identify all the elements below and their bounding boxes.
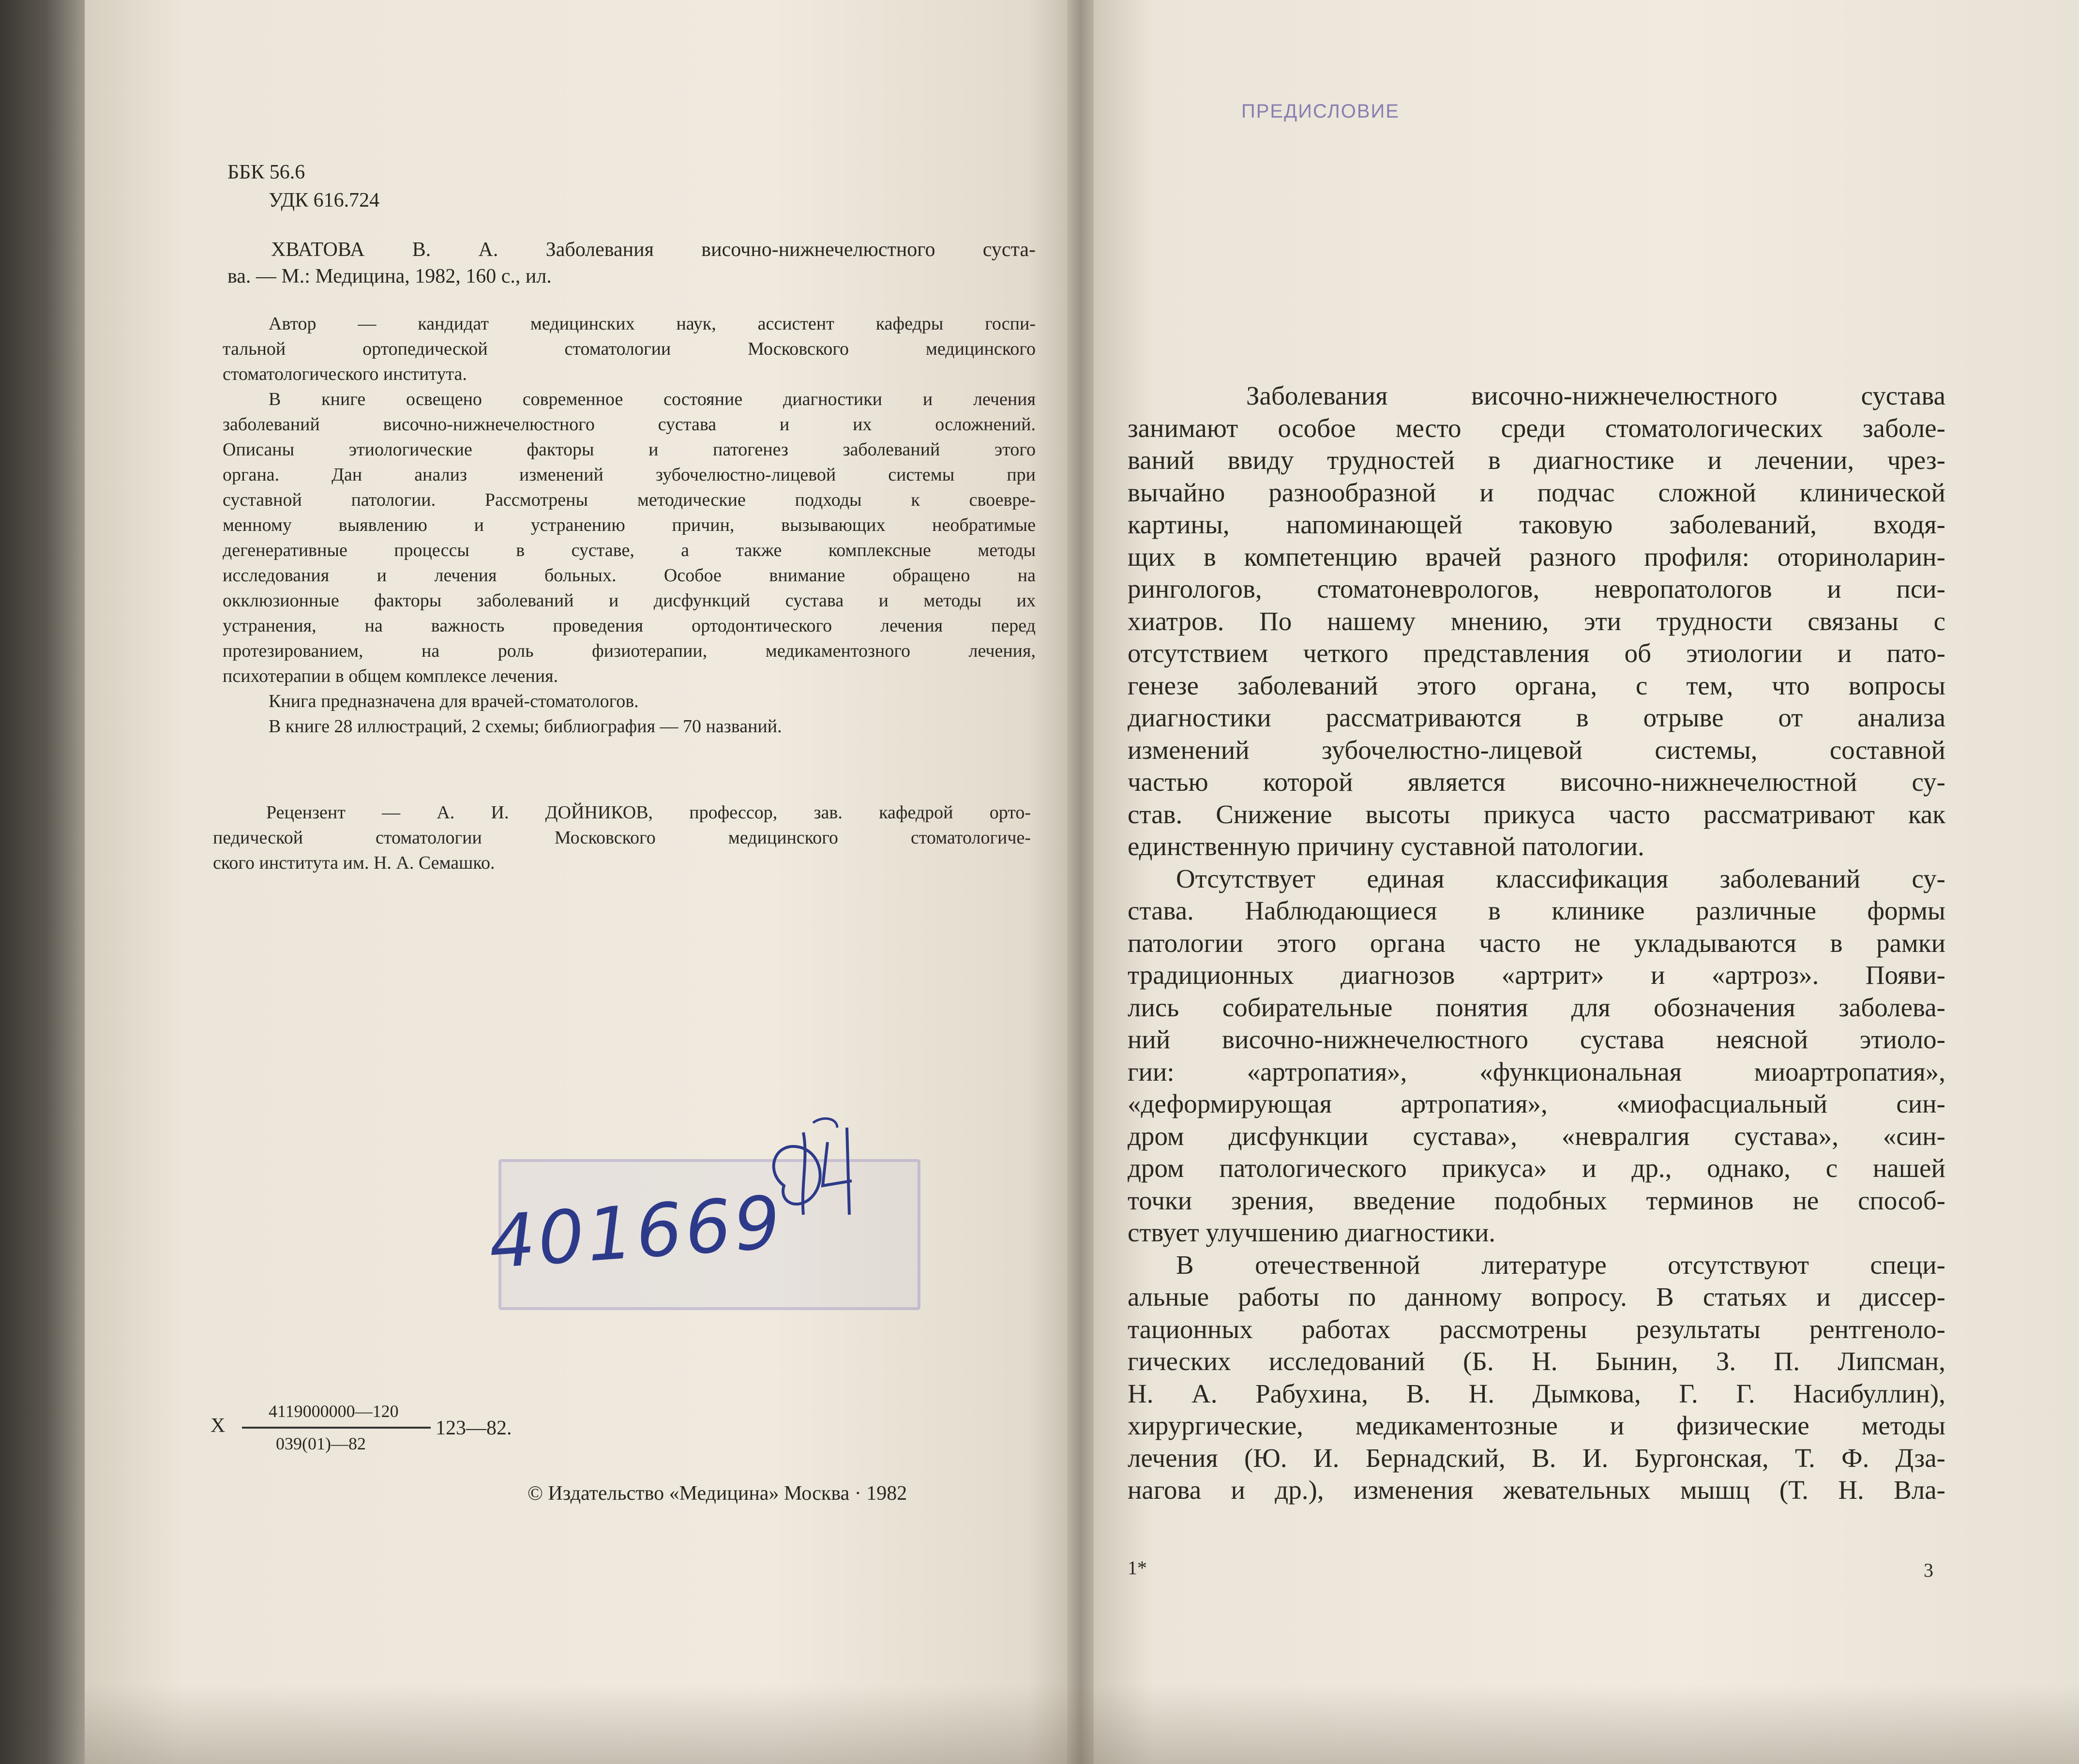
preface-line: лись собирательные понятия для обозначения заболева- xyxy=(1128,992,1945,1022)
annotation-line: Книга предназначена для врачей-стоматологов. xyxy=(269,691,639,711)
udk-index: УДК 616.724 xyxy=(269,189,380,211)
preface-line: альные работы по данному вопросу. В статьях и диссер- xyxy=(1128,1282,1945,1312)
preface-line: щих в компетенцию врачей разного профиля: оториноларин- xyxy=(1128,542,1945,572)
fraction-bar xyxy=(242,1427,431,1429)
preface-line: «деформирующая артропатия», «миофасциальный син- xyxy=(1128,1089,1945,1118)
preface-line: картины, напоминающей таковую заболеваний, входя- xyxy=(1128,510,1945,539)
preface-line: занимают особое место среди стоматологических заболе- xyxy=(1128,413,1945,443)
page-number: 3 xyxy=(1924,1559,1933,1581)
preface-line: лечения (Ю. И. Бернадский, В. И. Бургонская, Т. Ф. Дза- xyxy=(1128,1443,1945,1473)
preface-line: хиатров. По нашему мнению, эти трудности связаны с xyxy=(1128,606,1945,636)
preface-line: став. Снижение высоты прикуса часто рассматривают как xyxy=(1128,799,1945,829)
preface-line: ваний ввиду трудностей в диагностике и лечении, чрез- xyxy=(1128,445,1945,475)
annotation-line: Автор — кандидат медицинских наук, ассистент кафедры госпи- xyxy=(269,314,1036,334)
page-bottom-shadow xyxy=(85,1684,2079,1764)
preface-line: Н. А. Рабухина, В. Н. Дымкова, Г. Г. Насибуллин), xyxy=(1128,1378,1945,1408)
copyright-line: © Издательство «Медицина» Москва · 1982 xyxy=(527,1482,907,1505)
preface-line: дром патологического прикуса» и др., однако, с нашей xyxy=(1128,1153,1945,1183)
preface-line: генезе заболеваний этого органа, с тем, что вопросы xyxy=(1128,670,1945,700)
code-denominator: 039(01)—82 xyxy=(276,1434,366,1453)
preface-line: диагностики рассматриваются в отрыве от анализа xyxy=(1128,703,1945,732)
preface-line: патологии этого органа часто не укладываются в рамки xyxy=(1128,928,1945,958)
signature-mark: 1* xyxy=(1128,1557,1147,1579)
annotation-line: В книге 28 иллюстраций, 2 схемы; библиография — 70 названий. xyxy=(269,716,782,737)
annotation-line: устранения, на важность проведения ортодонтического лечения перед xyxy=(223,616,1036,636)
annotation-line: тальной ортопедической стоматологии Московского медицинского xyxy=(223,339,1036,359)
annotation-line: суставной патологии. Рассмотрены методические подходы к своевре- xyxy=(223,490,1036,510)
preface-line: вычайно разнообразной и подчас сложной клинической xyxy=(1128,477,1945,507)
preface-heading: ПРЕДИСЛОВИЕ xyxy=(1241,101,1400,122)
preface-line: ствует улучшению диагностики. xyxy=(1128,1218,1496,1247)
book-spine xyxy=(0,0,85,1764)
preface-line: традиционных диагнозов «артрит» и «артроз». Появи- xyxy=(1128,960,1945,990)
annotation-line: исследования и лечения больных. Особое внимание обращено на xyxy=(223,565,1036,586)
preface-line: гии: «артропатия», «функциональная миоартропатия», xyxy=(1128,1056,1945,1086)
preface-line: става. Наблюдающиеся в клинике различные формы xyxy=(1128,896,1945,925)
code-x: Х xyxy=(211,1415,226,1437)
preface-line: В отечественной литературе отсутствуют специ- xyxy=(1176,1250,1945,1280)
annotation-line: В книге освещено современное состояние диагностики и лечения xyxy=(269,389,1036,409)
code-numerator: 4119000000—120 xyxy=(269,1402,399,1421)
annotation-line: окклюзионные факторы заболеваний и дисфункций сустава и методы их xyxy=(223,590,1036,611)
preface-line: дром дисфункции сустава», «невралгия сустава», «син- xyxy=(1128,1121,1945,1151)
citation-line: ва. — М.: Медицина, 1982, 160 с., ил. xyxy=(227,265,552,287)
preface-line: точки зрения, введение подобных терминов не способ- xyxy=(1128,1185,1945,1215)
annotation-line: психотерапии в общем комплексе лечения. xyxy=(223,666,558,686)
annotation-line: Описаны этиологические факторы и патогенез заболеваний этого xyxy=(223,439,1036,460)
preface-line: тационных работах рассмотрены результаты рентгеноло- xyxy=(1128,1314,1945,1344)
annotation-line: органа. Дан анализ изменений зубочелюстно-лицевой системы при xyxy=(223,465,1036,485)
preface-line: изменений зубочелюстно-лицевой системы, составной xyxy=(1128,735,1945,765)
preface-line: гических исследований (Б. Н. Бынин, З. П. Липсман, xyxy=(1128,1346,1945,1376)
annotation-line: стоматологического института. xyxy=(223,364,467,384)
preface-line: хирургические, медикаментозные и физические методы xyxy=(1128,1411,1945,1440)
preface-line: отсутствием четкого представления об этиологии и пато- xyxy=(1128,638,1945,668)
preface-line: единственную причину суставной патологии. xyxy=(1128,831,1644,861)
annotation-line: заболеваний височно-нижнечелюстного сустава и их осложнений. xyxy=(223,414,1036,435)
handwritten-initials-icon xyxy=(755,1113,881,1229)
reviewer-line: педической стоматологии Московского медицинского стоматологиче- xyxy=(213,828,1031,848)
annotation-line: менному выявлению и устранению причин, вызывающих необратимые xyxy=(223,515,1036,535)
preface-line: нагова и др.), изменения жевательных мышц (Т. Н. Вла- xyxy=(1128,1475,1945,1505)
bbk-index: ББК 56.6 xyxy=(227,161,305,183)
preface-line: рингологов, стоматоневрологов, невропатологов и пси- xyxy=(1128,574,1945,603)
preface-line: частью которой является височно-нижнечелюстной су- xyxy=(1128,767,1945,797)
reviewer-line: Рецензент — А. И. ДОЙНИКОВ, профессор, зав. кафедрой орто- xyxy=(266,802,1031,823)
citation-line: ХВАТОВА В. А. Заболевания височно-нижнечелюстного суста- xyxy=(271,239,1036,261)
inventory-number: 401669 xyxy=(486,1180,786,1285)
preface-line: Отсутствует единая классификация заболеваний су- xyxy=(1176,863,1945,893)
annotation-line: протезированием, на роль физиотерапии, медикаментозного лечения, xyxy=(223,641,1036,661)
preface-line: ний височно-нижнечелюстного сустава неясной этиоло- xyxy=(1128,1025,1945,1054)
annotation-line: дегенеративные процессы в суставе, а также комплексные методы xyxy=(223,540,1036,560)
book-gutter xyxy=(1067,0,1094,1764)
preface-line: Заболевания височно-нижнечелюстного сустава xyxy=(1246,381,1945,410)
reviewer-line: ского института им. Н. А. Семашко. xyxy=(213,853,495,873)
code-suffix: 123—82. xyxy=(436,1417,512,1439)
